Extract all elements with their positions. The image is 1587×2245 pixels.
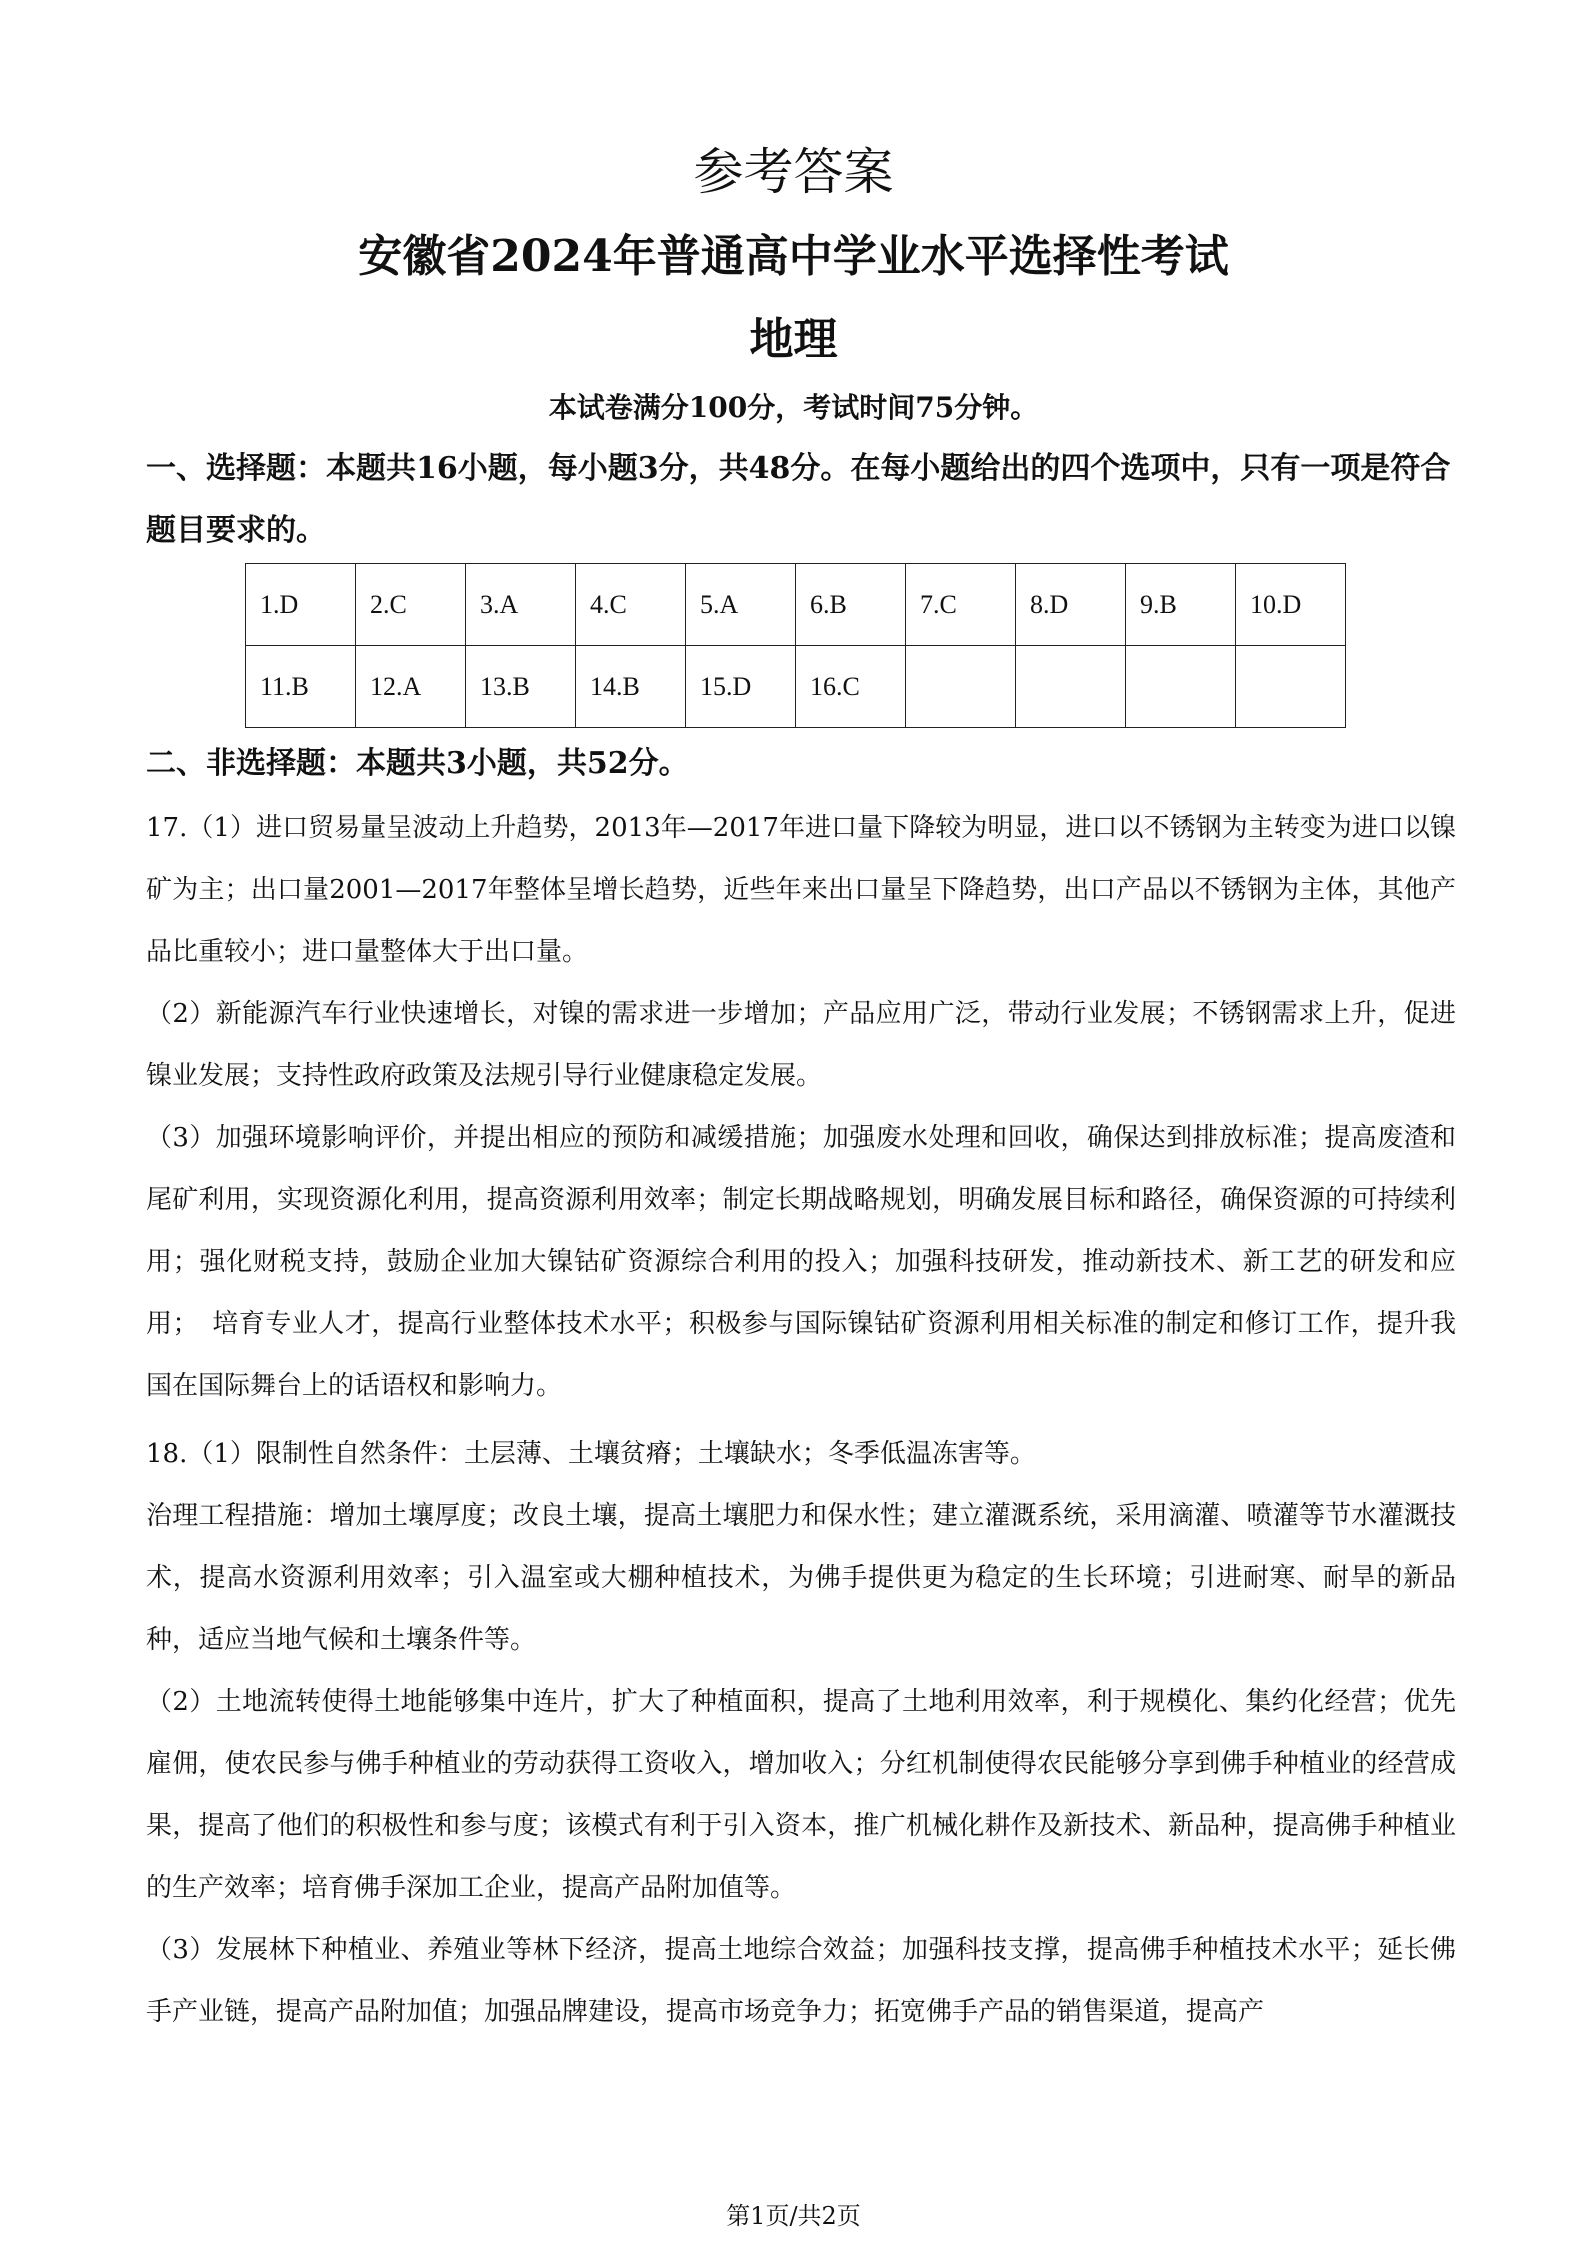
q17-part2: （2）新能源汽车行业快速增长，对镍的需求进一步增加；产品应用广泛，带动行业发展；不锈钢需求上升，促进镍业发展；支持性政府政策及法规引导行业健康稳定发展。 — [146, 999, 1456, 1091]
answer-cell: 5.A — [686, 564, 796, 646]
answer-cell — [1016, 646, 1126, 728]
answer-cell: 8.D — [1016, 564, 1126, 646]
q18-part3: （3）发展林下种植业、养殖业等林下经济，提高土地综合效益；加强科技支撑，提高佛手种植技术水平；延长佛手产业链，提高产品附加值；加强品牌建设，提高市场竞争力；拓宽佛手产品的销售渠道，提高产 — [146, 1935, 1456, 2027]
answer-cell: 9.B — [1126, 564, 1236, 646]
section2-heading: 二、非选择题：本题共3小题，共52分。 — [146, 746, 689, 781]
answer-cell — [1126, 646, 1236, 728]
answer-cell: 14.B — [576, 646, 686, 728]
answer-cell: 2.C — [356, 564, 466, 646]
section1-heading: 一、选择题：本题共16小题，每小题3分，共48分。在每小题给出的四个选项中，只有一项是符合题目要求的。 — [146, 451, 1451, 548]
page-title: 参考答案 — [693, 143, 894, 201]
answer-cell: 4.C — [576, 564, 686, 646]
answer-cell: 7.C — [906, 564, 1016, 646]
answer-cell: 6.B — [796, 564, 906, 646]
answer-cell: 10.D — [1236, 564, 1346, 646]
question-18-answer — [146, 1423, 1456, 2043]
q18-part2: （2）土地流转使得土地能够集中连片，扩大了种植面积，提高了土地利用效率，利于规模化、集约化经营；优先雇佣，使农民参与佛手种植业的劳动获得工资收入，增加收入；分红机制使得农民能够分享到佛手种植业的经营成果，提高了他们的积极性和参与度；该模式有利于引入资本，推广机械化耕作及新技术、新品种，提高佛手种植业的生产效率；培育佛手深加工企业，提高产品附加值等。 — [146, 1687, 1456, 1903]
q17-part1: 17.（1）进口贸易量呈波动上升趋势，2013年—2017年进口量下降较为明显，进口以不锈钢为主转变为进口以镍矿为主；出口量2001—2017年整体呈增长趋势，近些年来出口量呈下降趋势，出口产品以不锈钢为主体，其他产品比重较小；进口量整体大于出口量。 — [146, 813, 1456, 967]
q18-part1: 18.（1）限制性自然条件：土层薄、土壤贫瘠；土壤缺水；冬季低温冻害等。 — [146, 1439, 1036, 1469]
answer-cell: 13.B — [466, 646, 576, 728]
answer-table — [245, 563, 1346, 728]
page-number: 第1页/共2页 — [726, 2202, 861, 2230]
exam-title: 安徽省2024年普通高中学业水平选择性考试 — [358, 231, 1229, 282]
q18-measures: 治理工程措施：增加土壤厚度；改良土壤，提高土壤肥力和保水性；建立灌溉系统，采用滴灌、喷灌等节水灌溉技术，提高水资源利用效率；引入温室或大棚种植技术，为佛手提供更为稳定的生长环境；引进耐寒、耐旱的新品种，适应当地气候和土壤条件等。 — [146, 1501, 1456, 1655]
answer-cell: 3.A — [466, 564, 576, 646]
subject-title: 地理 — [749, 314, 838, 365]
answer-cell: 12.A — [356, 646, 466, 728]
answer-cell — [1236, 646, 1346, 728]
answer-cell: 15.D — [686, 646, 796, 728]
q17-part3: （3）加强环境影响评价，并提出相应的预防和减缓措施；加强废水处理和回收，确保达到排放标准；提高废渣和尾矿利用，实现资源化利用，提高资源利用效率；制定长期战略规划，明确发展目标和路径，确保资源的可持续利用；强化财税支持，鼓励企业加大镍钴矿资源综合利用的投入；加强科技研发，推动新技术、新工艺的研发和应用； 培育专业人才，提高行业整体技术水平；积极参与国际镍钴矿资源利用相关标准的制定和修订工作，提升我国在国际舞台上的话语权和影响力。 — [146, 1123, 1456, 1401]
exam-meta: 本试卷满分100分，考试时间75分钟。 — [548, 391, 1039, 424]
table-row — [246, 564, 1346, 646]
answer-cell: 16.C — [796, 646, 906, 728]
question-17-answer — [146, 797, 1456, 1417]
answer-cell: 1.D — [246, 564, 356, 646]
answer-cell: 11.B — [246, 646, 356, 728]
table-row — [246, 646, 1346, 728]
answer-cell — [906, 646, 1016, 728]
